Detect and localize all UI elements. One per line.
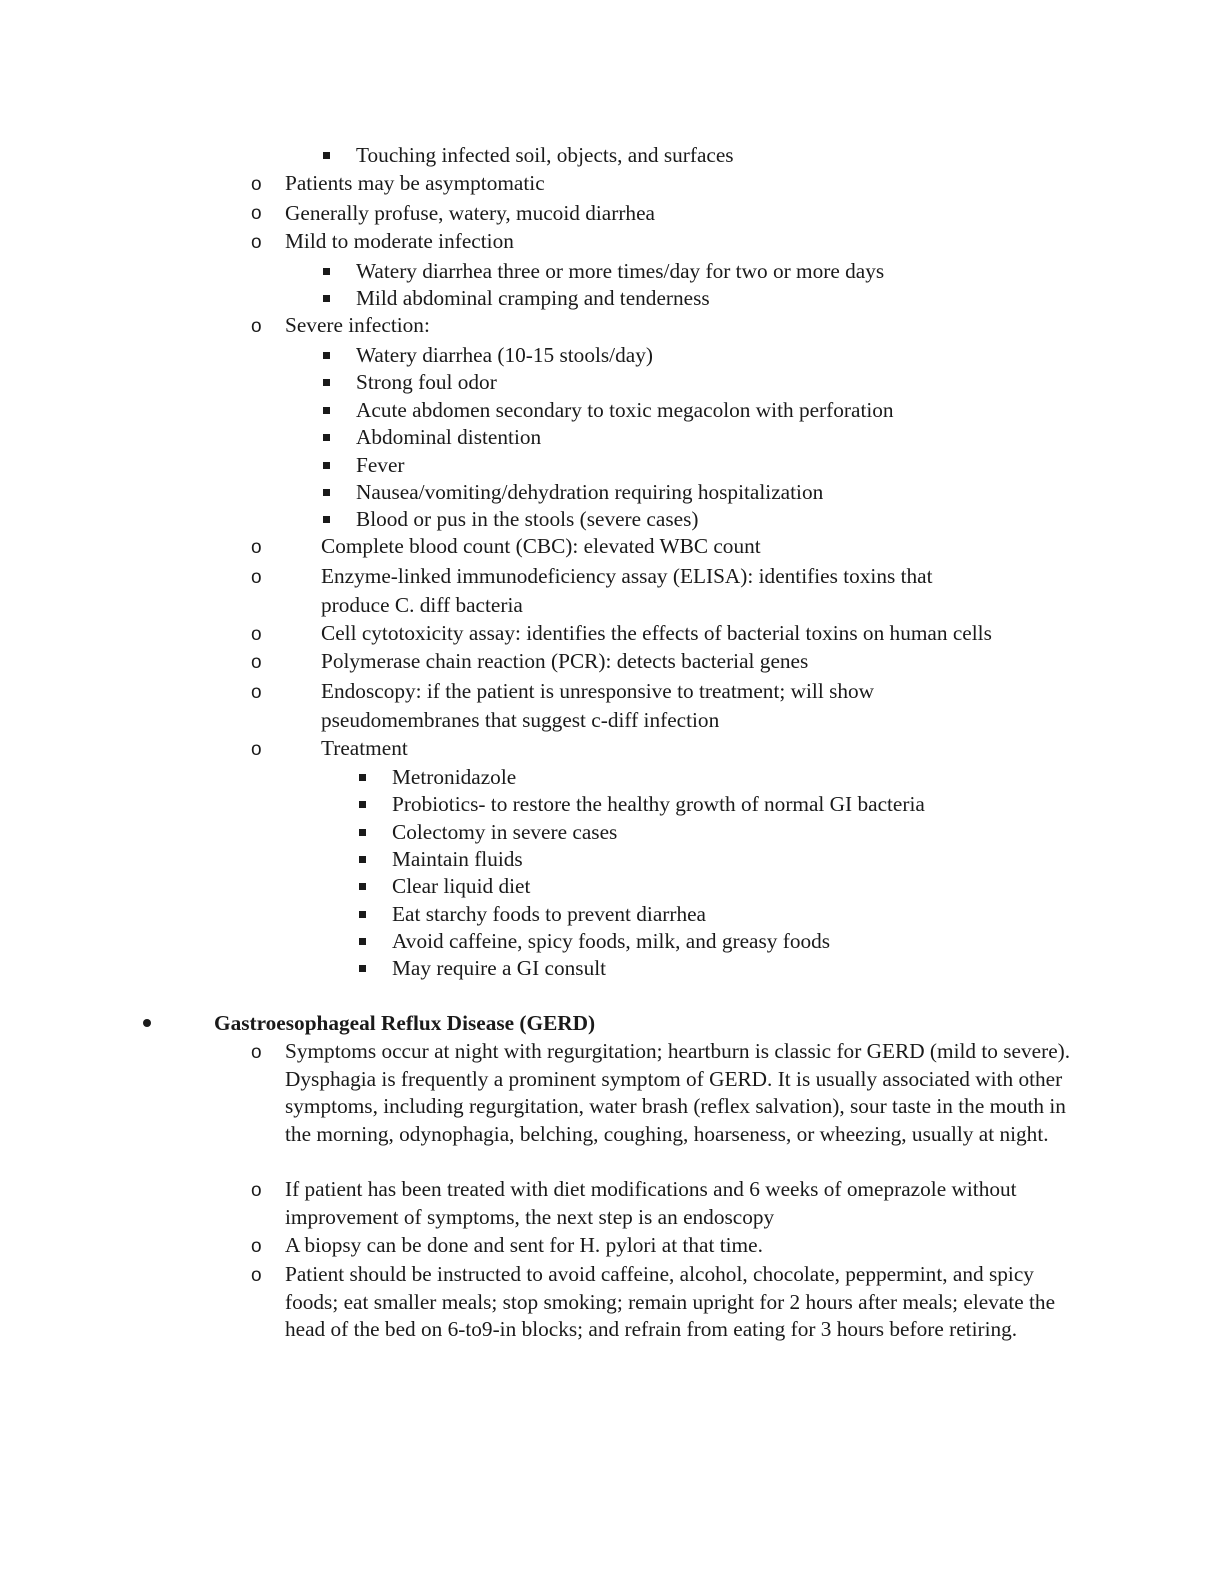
list-item: Mild to moderate infection	[285, 229, 514, 253]
square-bullet-icon	[323, 407, 330, 414]
circle-bullet-icon: o	[251, 1265, 262, 1286]
circle-bullet-icon: o	[251, 624, 262, 645]
list-item: Acute abdomen secondary to toxic megacolon with perforation	[356, 398, 894, 422]
square-bullet-icon	[323, 379, 330, 386]
square-bullet-icon	[359, 938, 366, 945]
square-bullet-icon	[323, 489, 330, 496]
circle-bullet-icon: o	[251, 1042, 262, 1063]
square-bullet-icon	[359, 911, 366, 918]
list-item: Eat starchy foods to prevent diarrhea	[392, 902, 707, 926]
list-item: May require a GI consult	[392, 956, 607, 980]
circle-bullet-icon: o	[251, 316, 262, 337]
list-item-continuation: produce C. diff bacteria	[321, 593, 523, 617]
square-bullet-icon	[323, 268, 330, 275]
list-item: Complete blood count (CBC): elevated WBC count	[321, 534, 761, 558]
square-bullet-icon	[359, 829, 366, 836]
bullet-dot-icon	[143, 1019, 151, 1027]
list-item: Strong foul odor	[356, 370, 497, 394]
list-item: Patient should be instructed to avoid caffeine, alcohol, chocolate, peppermint, and spicy foods; eat smaller meals; stop smoking; remain upright for 2 hours after meals; elevate the head of the bed on 6-to9-in blocks; and refrain from eating for 3 hours before retiring.	[285, 1262, 1056, 1341]
square-bullet-icon	[323, 462, 330, 469]
list-item: Symptoms occur at night with regurgitation; heartburn is classic for GERD (mild to severe). Dysphagia is frequently a prominent symptom of GERD. It is usually associated with other symptoms, including regurgitation, water brash (reflex salvation), sour taste in the mouth in the morning, odynophagia, belching, coughing, hoarseness, or wheezing, usually at night.	[285, 1039, 1071, 1146]
list-item: Fever	[356, 453, 405, 477]
list-item: Abdominal distention	[356, 425, 542, 449]
circle-bullet-icon: o	[251, 652, 262, 673]
list-item: Watery diarrhea (10-15 stools/day)	[356, 343, 653, 367]
list-item: Polymerase chain reaction (PCR): detects bacterial genes	[321, 649, 809, 673]
square-bullet-icon	[323, 434, 330, 441]
square-bullet-icon	[359, 883, 366, 890]
list-item: Metronidazole	[392, 765, 517, 789]
list-item: Nausea/vomiting/dehydration requiring hospitalization	[356, 480, 824, 504]
list-item: Probiotics- to restore the healthy growth of normal GI bacteria	[392, 792, 925, 816]
section-heading: Gastroesophageal Reflux Disease (GERD)	[214, 1011, 596, 1035]
list-item: Maintain fluids	[392, 847, 523, 871]
circle-bullet-icon: o	[251, 1180, 262, 1201]
circle-bullet-icon: o	[251, 232, 262, 253]
list-item: Blood or pus in the stools (severe cases)	[356, 507, 699, 531]
list-item: Touching infected soil, objects, and surfaces	[356, 143, 734, 167]
circle-bullet-icon: o	[251, 203, 262, 224]
list-item: Mild abdominal cramping and tenderness	[356, 286, 710, 310]
square-bullet-icon	[323, 152, 330, 159]
square-bullet-icon	[359, 965, 366, 972]
list-item: A biopsy can be done and sent for H. pylori at that time.	[285, 1233, 763, 1257]
circle-bullet-icon: o	[251, 1236, 262, 1257]
square-bullet-icon	[323, 516, 330, 523]
circle-bullet-icon: o	[251, 174, 262, 195]
list-item: Watery diarrhea three or more times/day for two or more days	[356, 259, 885, 283]
square-bullet-icon	[323, 352, 330, 359]
list-item-continuation: pseudomembranes that suggest c-diff infection	[321, 708, 720, 732]
circle-bullet-icon: o	[251, 567, 262, 588]
list-item: Enzyme-linked immunodeficiency assay (ELISA): identifies toxins that	[321, 564, 933, 588]
list-item: Colectomy in severe cases	[392, 820, 618, 844]
circle-bullet-icon: o	[251, 682, 262, 703]
list-item: Cell cytotoxicity assay: identifies the effects of bacterial toxins on human cells	[321, 621, 992, 645]
square-bullet-icon	[359, 801, 366, 808]
list-item: Generally profuse, watery, mucoid diarrhea	[285, 201, 655, 225]
square-bullet-icon	[323, 295, 330, 302]
square-bullet-icon	[359, 774, 366, 781]
square-bullet-icon	[359, 856, 366, 863]
list-item: Endoscopy: if the patient is unresponsive to treatment; will show	[321, 679, 875, 703]
list-item: Severe infection:	[285, 313, 430, 337]
list-item: Patients may be asymptomatic	[285, 171, 545, 195]
circle-bullet-icon: o	[251, 537, 262, 558]
list-item: Treatment	[321, 736, 408, 760]
list-item: If patient has been treated with diet modifications and 6 weeks of omeprazole without improvement of symptoms, the next step is an endoscopy	[285, 1177, 1017, 1229]
list-item: Clear liquid diet	[392, 874, 531, 898]
list-item: Avoid caffeine, spicy foods, milk, and greasy foods	[392, 929, 831, 953]
circle-bullet-icon: o	[251, 739, 262, 760]
